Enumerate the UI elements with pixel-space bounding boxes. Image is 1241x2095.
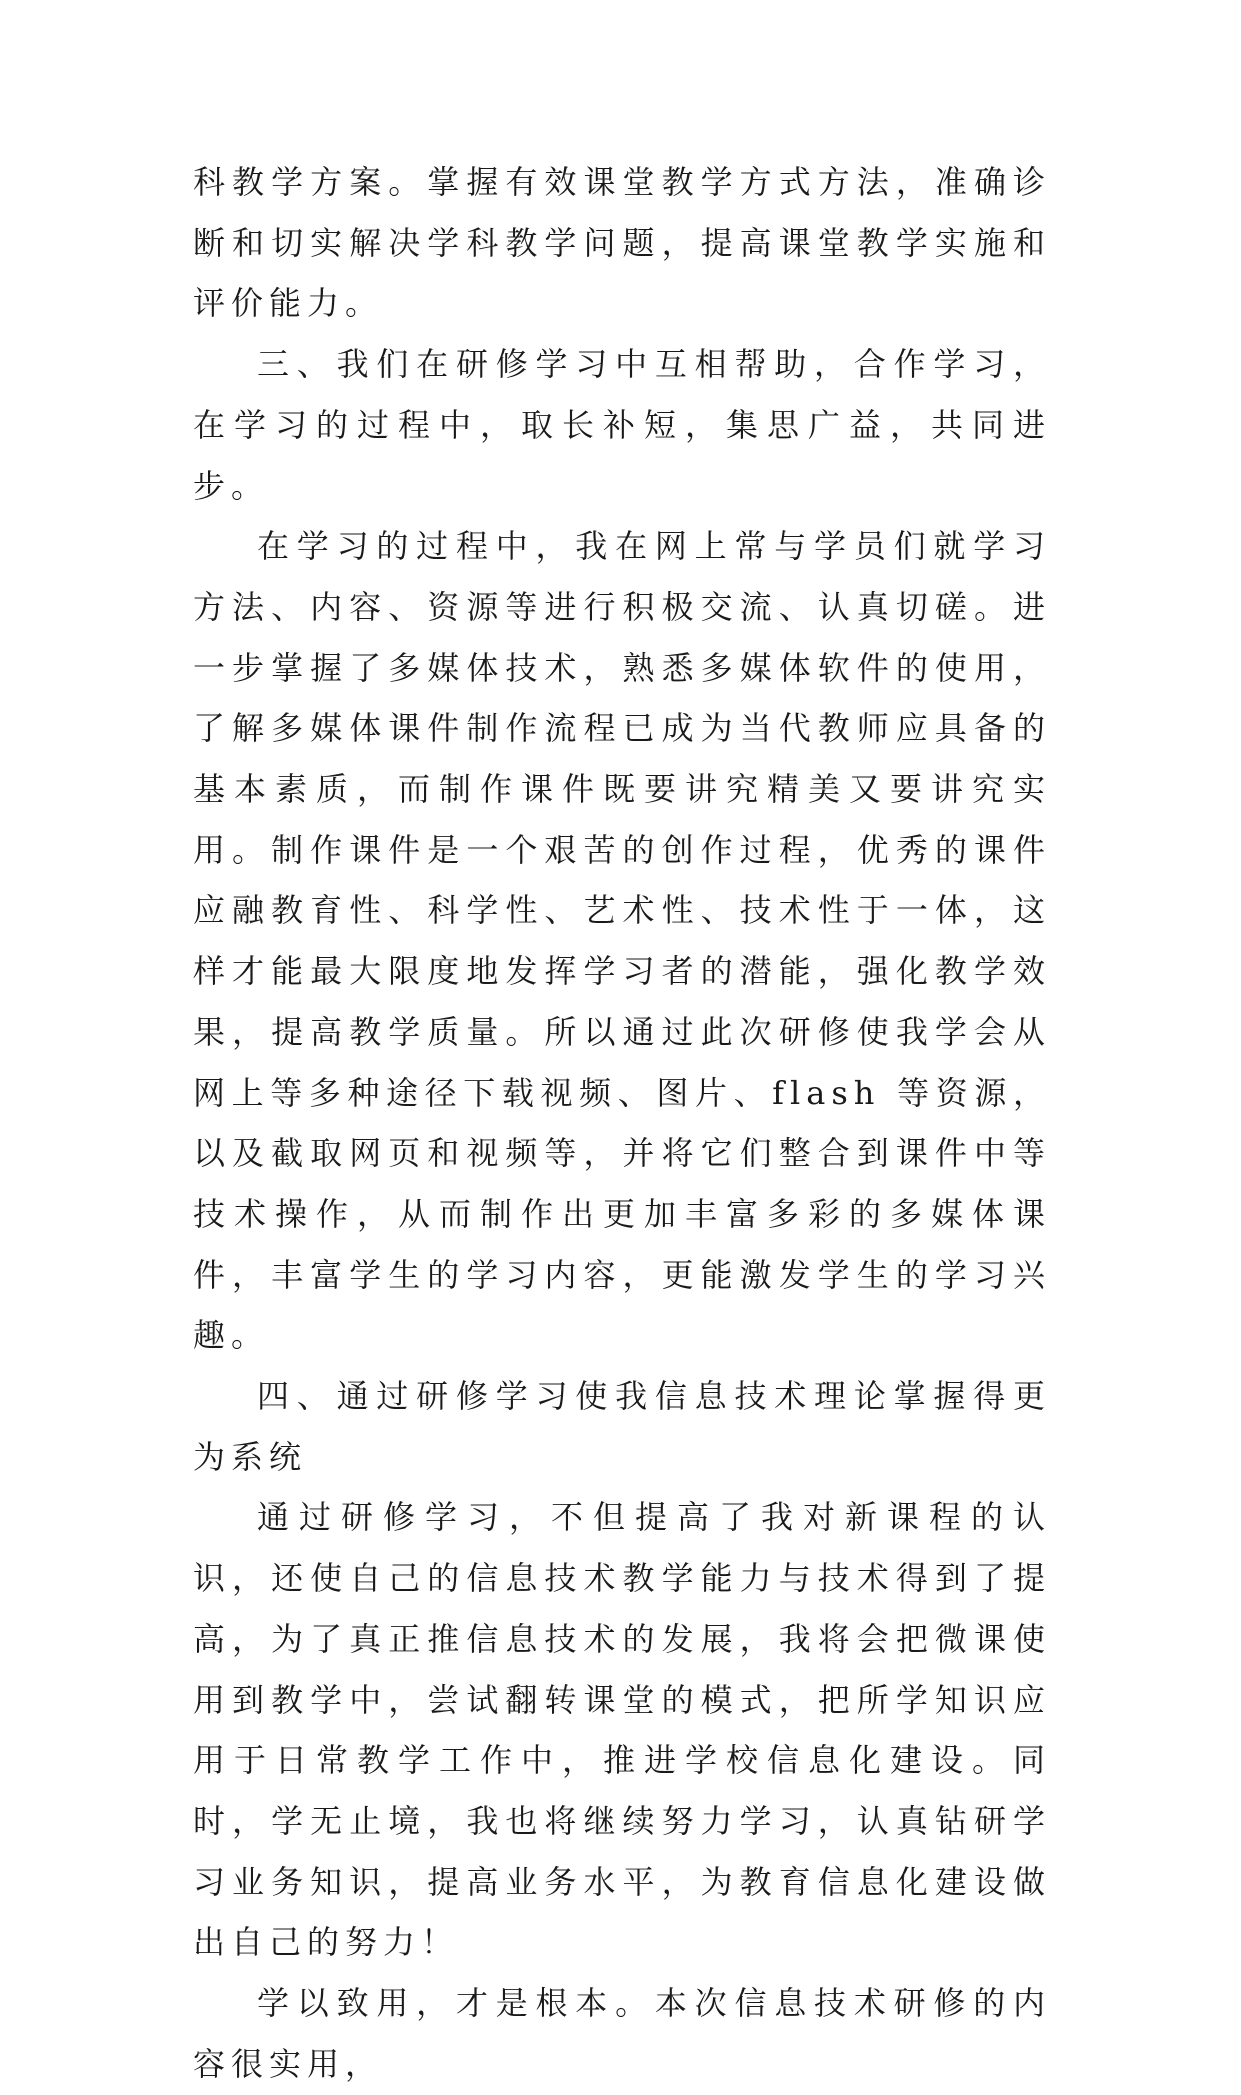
paragraph-research-outcome: 通过研修学习，不但提高了我对新课程的认识，还使自己的信息技术教学能力与技术得到了提高，为了真正推信息技术的发展，我将会把微课使用到教学中，尝试翻转课堂的模式，把所学知识应用于日常教学工作中，推进学校信息化建设。同时，学无止境，我也将继续努力学习，认真钻研学习业务知识，提高业务水平，为教育信息化建设做出自己的努力！ xyxy=(193,1498,1051,1962)
paragraph-multimedia-learning: 在学习的过程中，我在网上常与学员们就学习方法、内容、资源等进行积极交流、认真切磋。进一步掌握了多媒体技术，熟悉多媒体软件的使用，了解多媒体课件制作流程已成为当代教师应具备的基本素质，而制作课件既要讲究精美又要讲究实用。制作课件是一个艰苦的创作过程，优秀的课件应融教育性、科学性、艺术性、技术性于一体，这样才能最大限度地发挥学习者的潜能，强化教学效果，提高教学质量。所以通过此次研修使我学会从网上等多种途径下载视频、图片、flash 等资源，以及截取网页和视频等，并将它们整合到课件中等技术操作，从而制作出更加丰富多彩的多媒体课件，丰富学生的学习内容，更能激发学生的学习兴趣。 xyxy=(193,527,1051,1355)
paragraph-section-four-heading: 四、通过研修学习使我信息技术理论掌握得更为系统 xyxy=(193,1377,1051,1476)
body-text xyxy=(193,152,1051,2095)
paragraph-application: 学以致用，才是根本。本次信息技术研修的内容很实用， xyxy=(193,1984,1051,2083)
paragraph-continuation: 科教学方案。掌握有效课堂教学方式方法，准确诊断和切实解决学科教学问题，提高课堂教学实施和评价能力。 xyxy=(193,163,1051,323)
paragraph-section-three-heading: 三、我们在研修学习中互相帮助，合作学习，在学习的过程中，取长补短，集思广益，共同进步。 xyxy=(193,345,1051,505)
